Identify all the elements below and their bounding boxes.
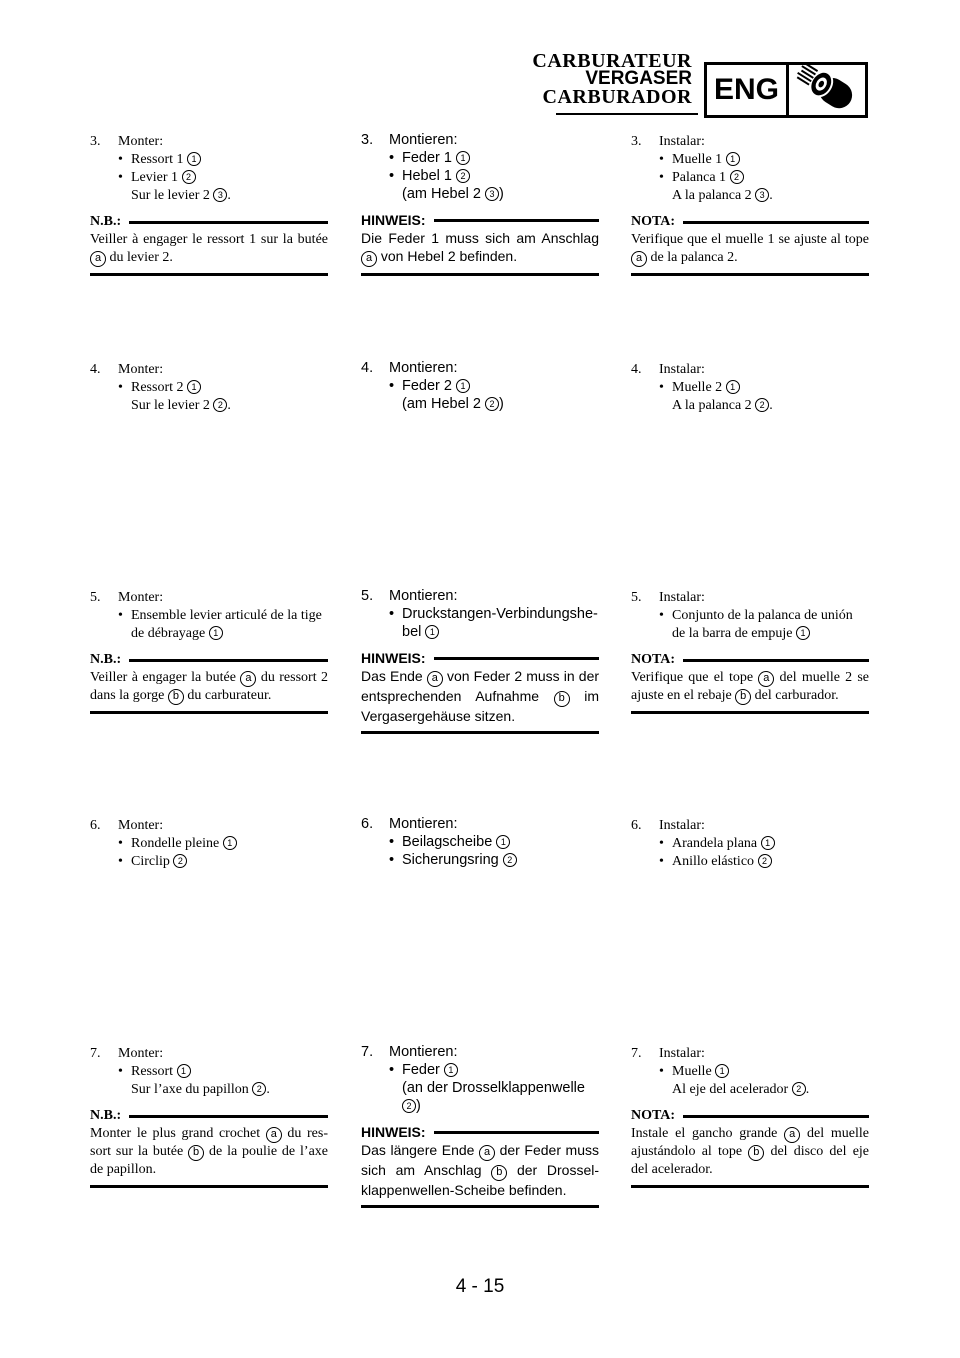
title-fr: CARBURATEUR — [532, 50, 692, 72]
section-badge — [704, 62, 868, 118]
step-7-fr: 7. Monter: • Ressort 1 Sur l’axe du papillon 2 . N.B.: Monter le plus grand crochet a du res- sort sur la butée b de la poulie de l’axe de papillon. — [90, 1045, 328, 1188]
step-3-es: 3. Instalar: • Muelle 1 1 • Palanca 1 2 A la palanca 2 3 . NOTA: Verifique que el muelle 1 se ajuste al tope a de la palanca 2. — [631, 133, 869, 276]
step-6-fr: 6. Monter: • Rondelle pleine 1 • Circlip 2 — [90, 817, 328, 871]
header-rule — [556, 113, 698, 115]
step-5-es: 5. Instalar: • Conjunto de la palanca de unión de la barra de empuje 1 NOTA: Verifique que el tope a del muelle 2 se ajuste en el rebaje b del carburador. — [631, 589, 869, 714]
note-de-5: HINWEIS: Das Ende a von Feder 2 muss in der entsprechenden Aufnahme b im Vergasergehäuse sitzen. — [361, 649, 599, 734]
engine-icon — [789, 65, 865, 115]
note-fr-3: N.B.: Veiller à engager le ressort 1 sur la butée a du levier 2. — [90, 213, 328, 276]
step-4-es: 4. Instalar: • Muelle 2 1 A la palanca 2 2 . — [631, 362, 773, 413]
step-5-fr: 5. Monter: • Ensemble levier articulé de la tige de débrayage 1 N.B.: Veiller à engager la butée a du ressort 2 dans la gorge b du carburateur. — [90, 589, 328, 714]
note-de-7: HINWEIS: Das längere Ende a der Feder muss sich am Anschlag b der Drossel- klappenwellen-Scheibe befinden. — [361, 1123, 599, 1208]
section-badge-label: ENG — [707, 65, 789, 115]
title-de: VERGASER — [585, 68, 692, 89]
step-7-de: 7. Montieren: • Feder 1 (an der Drosselklappenwelle 2 ) HINWEIS: Das längere Ende a der Feder muss sich am Anschlag b der Drossel- klappenwellen-Scheibe befinden. — [361, 1043, 599, 1208]
step-6-es: 6. Instalar: • Arandela plana 1 • Anillo elástico 2 — [631, 817, 869, 871]
callout-1: 1 — [187, 152, 201, 166]
step-3-de: 3. Montieren: • Feder 1 1 • Hebel 1 2 (am Hebel 2 3 ) HINWEIS: Die Feder 1 muss sich am Anschlag a von Hebel 2 befinden. — [361, 131, 599, 276]
step-4-fr: 4. Monter: • Ressort 2 1 Sur le levier 2 2 . — [90, 362, 231, 413]
page-number: 4 - 15 — [455, 1276, 505, 1297]
step-7-es: 7. Instalar: • Muelle 1 Al eje del acelerador 2 . NOTA: Instale el gancho grande a del muelle ajustándolo al tope b del disco del eje del acelerador. — [631, 1045, 869, 1188]
step-4-de: 4. Montieren: • Feder 2 1 (am Hebel 2 2 ) — [361, 360, 504, 412]
note-fr-7: N.B.: Monter le plus grand crochet a du res- sort sur la butée b de la poulie de l’axe de papillon. — [90, 1107, 328, 1188]
callout-3: 3 — [213, 188, 227, 202]
note-de-3: HINWEIS: Die Feder 1 muss sich am Anschlag a von Hebel 2 befinden. — [361, 211, 599, 276]
step-3-fr: 3. Monter: • Ressort 1 1 • Levier 1 2 Sur le levier 2 3 . N.B.: Veiller à engager le ressort 1 sur la butée a du levier 2. — [90, 133, 328, 276]
callout-2: 2 — [182, 170, 196, 184]
step-6-de: 6. Montieren: • Beilagscheibe 1 • Sicherungsring 2 — [361, 815, 599, 869]
title-es: CARBURADOR — [542, 86, 692, 108]
note-es-7: NOTA: Instale el gancho grande a del muelle ajustándolo al tope b del disco del eje del acelerador. — [631, 1107, 869, 1188]
section-titles — [532, 52, 692, 106]
step-5-de: 5. Montieren: • Druckstangen-Verbindungshe- bel 1 HINWEIS: Das Ende a von Feder 2 muss in der entsprechenden Aufnahme b im Vergasergehäuse sitzen. — [361, 587, 599, 734]
note-fr-5: N.B.: Veiller à engager la butée a du ressort 2 dans la gorge b du carburateur. — [90, 651, 328, 714]
callout-a: a — [90, 251, 106, 267]
note-es-3: NOTA: Verifique que el muelle 1 se ajuste al tope a de la palanca 2. — [631, 213, 869, 276]
note-es-5: NOTA: Verifique que el tope a del muelle 2 se ajuste en el rebaje b del carburador. — [631, 651, 869, 714]
